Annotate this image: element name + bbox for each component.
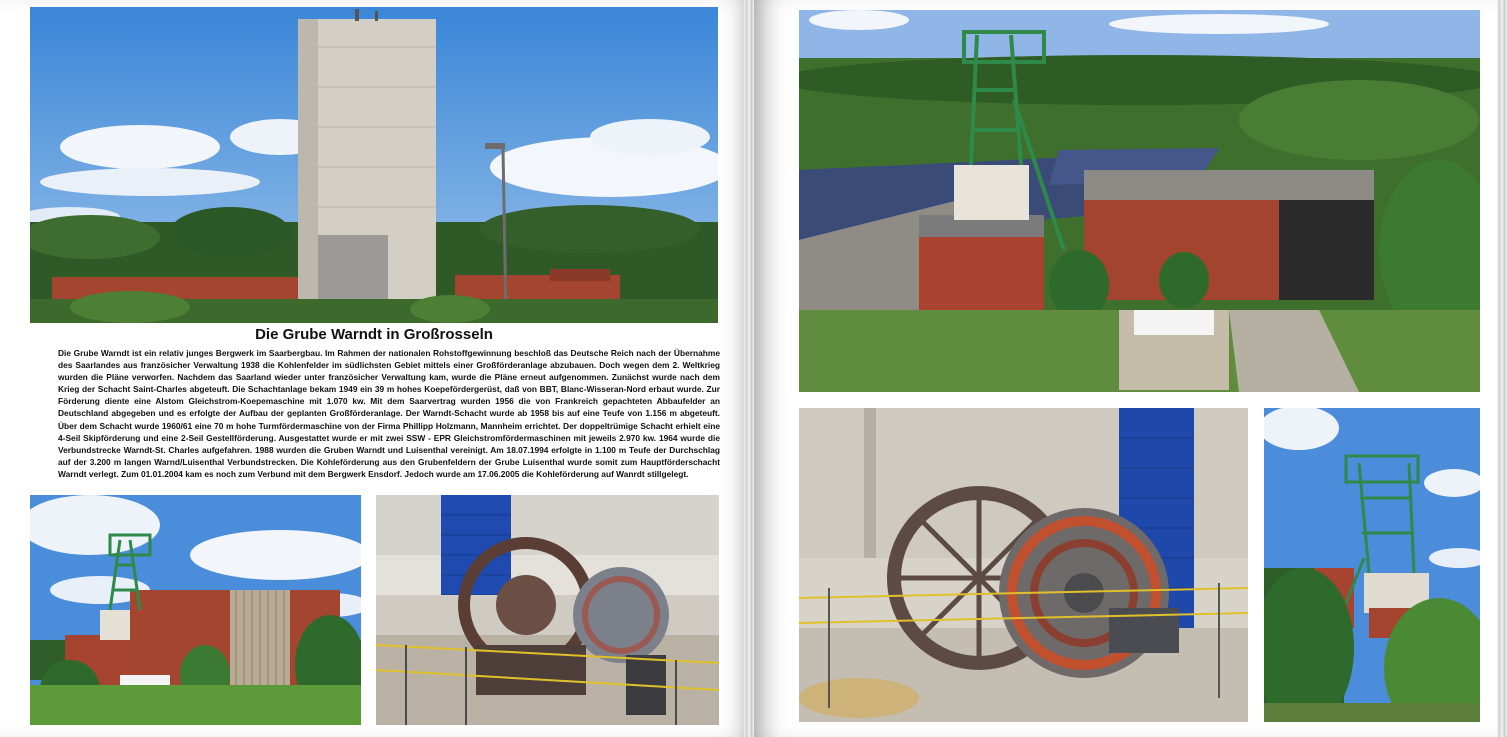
photo-winding-engine: [799, 408, 1248, 722]
page-edge-right: [1497, 0, 1507, 737]
article-body: Die Grube Warndt ist ein relativ junges Bergwerk im Saarbergbau. Im Rahmen der nationalen Rohstoffgewinnung beschloß das Deutsche Reich nach der Übernahme des Saarlandes aus französicher Verwaltung 1938 die Kohlenfelder im südlichsten Gebiet mittels einer Großförderanlage abzubauen. Doch wegen dem 2. Weltkrieg wurden die Pläne verworfen. Nachdem das Saarland wieder unter französicher Verwaltung kam, wurde die Pläne erneut aufgenommen. Zunächst wurde nach dem Krieg der Schacht Saint-Charles abgeteuft. Die Schachtanlage bekam 1949 ein 39 m hohes Koepefördergerüst, daß von BBT, Blanc-Wisseran-Nord erbaut wurde. Zur Förderung diente eine Alstom Gleichstrom-Koepemaschine mit 1.070 kw. Mit dem Saarvertrag wurden 1956 die von Frankreich gepachteten Abbaufelder an Deutschland abgegeben und es erfolgte der Aufbau der geplanten Großförderanlage. Der Warndt-Schacht wurde ab 1958 bis auf eine Teufe von 1.156 m abgeteuft. Über dem Schacht wurde 1960/61 eine 70 m hohe Turmfördermaschine von der Firma Phillipp Holzmann, Mannheim errichtet. Der doppeltrümige Schacht erhielt eine 4-Seil Skipförderung und eine 2-Seil Gestellförderung. Ausgestattet wurde er mit zwei SSW - EPR Gleichstromfördermaschinen mit jeweils 2.970 kw. 1964 wurde die Verbundstrecke Warndt-St. Charles aufgefahren. 1988 wurden die Gruben Warndt und Luisenthal vereinigt. Am 18.07.1994 erfolgte in 1.100 m Teufe der Durchschlag auf der 3.200 m langen Warnd/Luisenthal Verbundstrecken. Die Kohleförderung aus den Grubenfeldern der Grube Luisenthal wurde somit zum Hauptförderschacht Warndt verlegt. Zum 01.01.2004 kam es noch zum Verbund mit dem Bergwerk Ensdorf. Jedoch wurde am 17.06.2005 die Kohleförderung auf Wanrdt stillgelegt.: [58, 348, 720, 479]
winding-tower-image: [30, 7, 718, 323]
right-page: [754, 0, 1507, 737]
photo-winding-tower: [30, 7, 718, 323]
photo-brick-building: [30, 495, 361, 725]
photo-green-headframe: [1264, 408, 1480, 722]
photo-machine-hall-left: [376, 495, 719, 725]
green-headframe-image: [1264, 408, 1480, 722]
winding-engine-image: [799, 408, 1248, 722]
photo-aerial-headframe: [799, 10, 1480, 392]
aerial-headframe-image: [799, 10, 1480, 392]
machine-hall-left-image: [376, 495, 719, 725]
brick-building-image: [30, 495, 361, 725]
article-title: Die Grube Warndt in Großrosseln: [255, 326, 493, 343]
page-edge-left: [744, 0, 754, 737]
